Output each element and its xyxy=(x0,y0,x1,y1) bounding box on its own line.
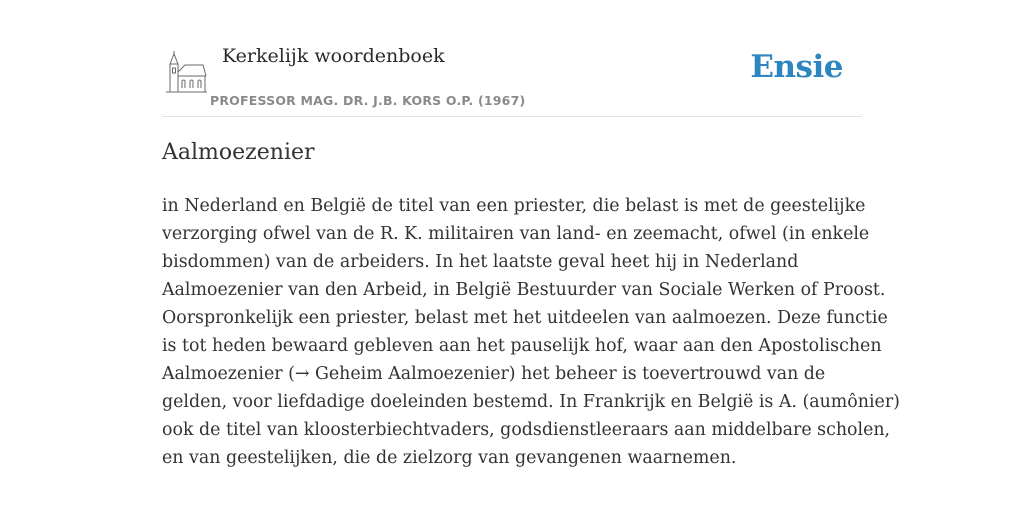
entry-title: Aalmoezenier xyxy=(162,140,315,165)
entry-line: bisdommen) van de arbeiders. In het laatste geval heet hij in Nederland xyxy=(162,252,799,272)
entry-line: ook de titel van kloosterbiechtvaders, godsdienstleeraars aan middelbare scholen, xyxy=(162,420,891,440)
church-icon xyxy=(165,50,207,94)
entry-line: verzorging ofwel van de R. K. militairen van land- en zeemacht, ofwel (in enkele xyxy=(162,224,870,244)
entry-line: gelden, voor liefdadige doeleinden bestemd. In Frankrijk en België is A. (aumônier) xyxy=(162,392,900,412)
header xyxy=(162,40,862,117)
entry-line: Aalmoezenier (→ Geheim Aalmoezenier) het beheer is toevertrouwd van de xyxy=(162,364,826,384)
author-credit: PROFESSOR MAG. DR. J.B. KORS O.P. (1967) xyxy=(210,93,526,108)
entry-line: en van geestelijken, die de zielzorg van gevangenen waarnemen. xyxy=(162,448,737,468)
entry-line: in Nederland en België de titel van een priester, die belast is met de geestelijke xyxy=(162,196,866,216)
book-title[interactable]: Kerkelijk woordenboek xyxy=(222,45,445,67)
entry-line: Aalmoezenier van den Arbeid, in België Bestuurder van Sociale Werken of Proost. xyxy=(162,280,886,300)
entry-body xyxy=(162,192,900,472)
brand-logo[interactable]: Ensie xyxy=(750,49,843,85)
entry-line: Oorspronkelijk een priester, belast met het uitdeelen van aalmoezen. Deze functie xyxy=(162,308,888,328)
entry-line: is tot heden bewaard gebleven aan het pauselijk hof, waar aan den Apostolischen xyxy=(162,336,882,356)
